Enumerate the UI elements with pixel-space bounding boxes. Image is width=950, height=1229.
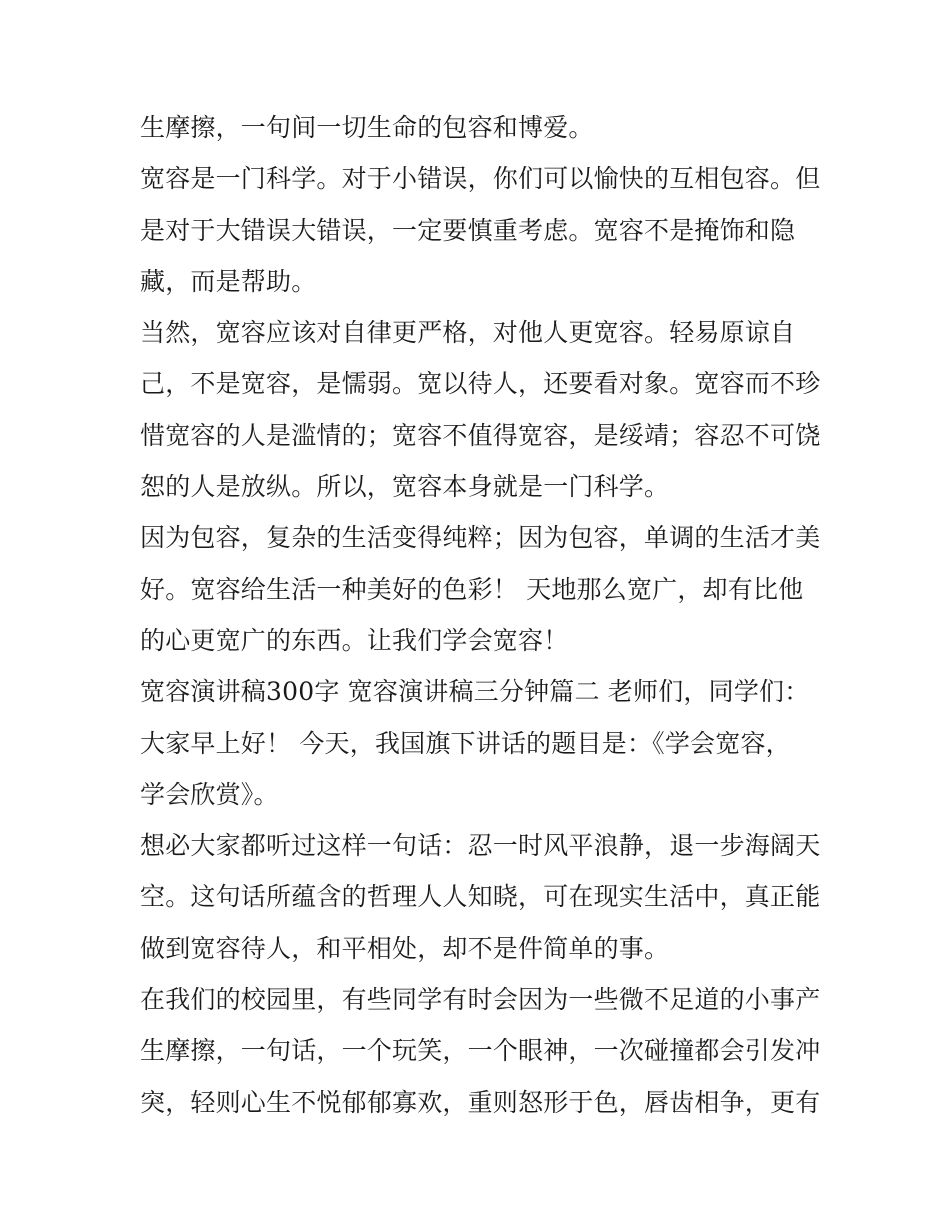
text-line: 己，不是宽容，是懦弱。宽以待人，还要看对象。宽容而不珍 bbox=[140, 369, 821, 399]
text-line: 宽容是一门科学。对于小错误，你们可以愉快的互相包容。但 bbox=[140, 164, 821, 194]
text-line: 因为包容，复杂的生活变得纯粹；因为包容，单调的生活才美 bbox=[140, 523, 821, 553]
text-line: 是对于大错误大错误，一定要慎重考虑。宽容不是掩饰和隐 bbox=[140, 215, 796, 245]
text-line: 藏，而是帮助。 bbox=[140, 266, 317, 296]
text-line: 恕的人是放纵。所以，宽容本身就是一门科学。 bbox=[140, 472, 670, 502]
text-line: 做到宽容待人，和平相处，却不是件简单的事。 bbox=[140, 933, 670, 963]
text-line: 好。宽容给生活一种美好的色彩！ 天地那么宽广，却有比他 bbox=[140, 574, 804, 604]
text-line: 学会欣赏》。 bbox=[140, 779, 279, 809]
document-body bbox=[140, 102, 820, 1128]
text-line: 大家早上好！ 今天，我国旗下讲话的题目是：《学会宽容， bbox=[140, 728, 791, 758]
text-line: 在我们的校园里，有些同学有时会因为一些微不足道的小事产 bbox=[140, 985, 821, 1015]
text-line: 生摩擦，一句间一切生命的包容和博爱。 bbox=[140, 113, 594, 142]
text-line: 的心更宽广的东西。让我们学会宽容！ bbox=[140, 625, 569, 655]
text-line: 当然，宽容应该对自律更严格，对他人更宽容。轻易原谅自 bbox=[140, 318, 796, 348]
text-line: 惜宽容的人是滥情的；宽容不值得宽容，是绥靖；容忍不可饶 bbox=[140, 420, 821, 450]
text-line: 生摩擦，一句话，一个玩笑，一个眼神，一次碰撞都会引发冲 bbox=[140, 1036, 821, 1066]
text-line: 想必大家都听过这样一句话：忍一时风平浪静，退一步海阔天 bbox=[140, 831, 821, 861]
text-line: 宽容演讲稿300字 宽容演讲稿三分钟篇二 老师们，同学们： bbox=[140, 677, 810, 707]
text-line: 空。这句话所蕴含的哲理人人知晓，可在现实生活中，真正能 bbox=[140, 882, 821, 912]
text-line: 突，轻则心生不悦郁郁寡欢，重则怒形于色，唇齿相争，更有 bbox=[140, 1087, 821, 1117]
